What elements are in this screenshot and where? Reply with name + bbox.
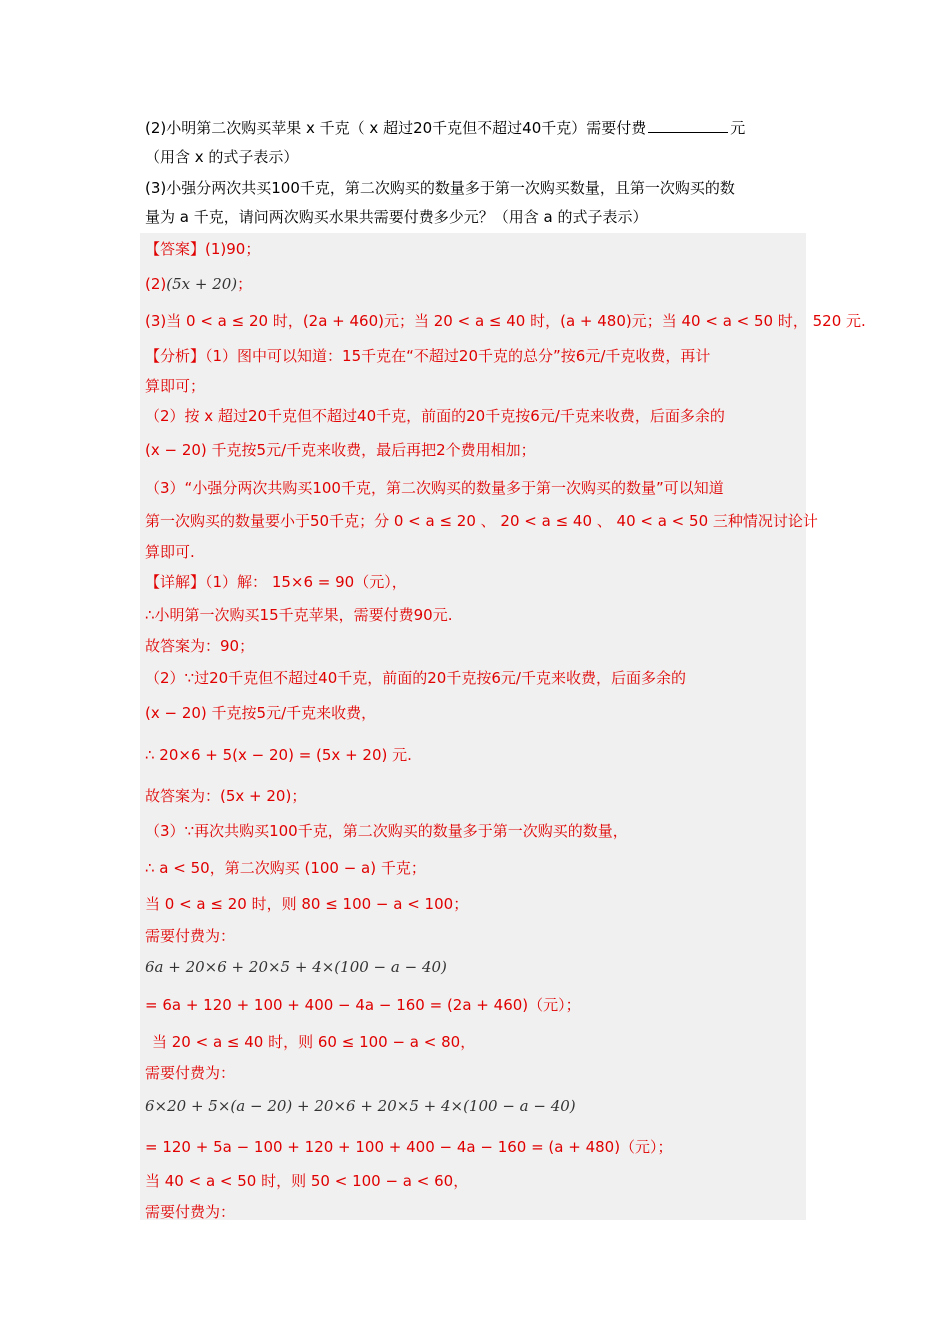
- detail-d2-line-3: ∴ 20×6 + 5(x − 20) = (5x + 20) 元.: [145, 746, 412, 764]
- detail-d2-line-1: （2）∵过20千克但不超过40千克，前面的20千克按6元/千克来收费，后面多余的: [145, 669, 686, 687]
- analysis-p3-line-1: （3）“小强分两次共购买100千克，第二次购买的数量多于第一次购买的数量”可以知道: [145, 479, 724, 497]
- detail-d3-line-9: 6×20 + 5×(a − 20) + 20×6 + 20×5 + 4×(100 − a − 40): [145, 1097, 576, 1115]
- answer-part-2-expr: (5x + 20): [166, 275, 238, 293]
- detail-d2-line-4: 故答案为：(5x + 20)；: [145, 787, 307, 805]
- answer-line-2: [145, 274, 252, 294]
- detail-line-1: [145, 572, 407, 592]
- question-3-line-1: (3)小强分两次共买100千克，第二次购买的数量多于第一次购买数量，且第一次购买的数: [145, 179, 735, 197]
- analysis-line-1: [145, 346, 710, 366]
- answer-line-1: [145, 239, 260, 259]
- detail-d3-line-7: 当 20 < a ≤ 40 时，则 60 ≤ 100 − a < 80，: [152, 1033, 476, 1051]
- analysis-p1-line-2: 算即可；: [145, 377, 206, 395]
- analysis-p3-line-2: 第一次购买的数量要小于50千克；分 0 < a ≤ 20 、 20 < a ≤ 40 、 40 < a < 50 三种情况讨论计: [145, 512, 818, 530]
- question-2-text: (2)小明第二次购买苹果 x 千克（ x 超过20千克但不超过40千克）需要付费: [145, 119, 647, 137]
- analysis-p3-line-3: 算即可.: [145, 543, 195, 561]
- detail-d1-line-3: 故答案为：90；: [145, 637, 255, 655]
- analysis-label: 【分析】: [145, 347, 206, 365]
- detail-d3-line-11: 当 40 < a < 50 时，则 50 < 100 − a < 60，: [145, 1172, 469, 1190]
- detail-d3-line-6: = 6a + 120 + 100 + 400 − 4a − 160 = (2a + 460)（元）；: [145, 996, 581, 1014]
- detail-d2-line-2: (x − 20) 千克按5元/千克来收费，: [145, 704, 377, 722]
- answer-part-2-prefix: (2): [145, 275, 167, 293]
- detail-label: 【详解】: [145, 573, 206, 591]
- detail-d1-line-1: （1）解： 15×6 = 90（元），: [205, 573, 407, 591]
- question-3-line-2: 量为 a 千克，请问两次购买水果共需要付费多少元？（用含 a 的式子表示）: [145, 208, 648, 226]
- detail-d3-line-5: 6a + 20×6 + 20×5 + 4×(100 − a − 40): [145, 958, 447, 976]
- detail-d3-line-2: ∴ a < 50，第二次购买 (100 − a) 千克；: [145, 859, 426, 877]
- answer-label: 【答案】: [145, 240, 206, 258]
- detail-d3-line-3: 当 0 < a ≤ 20 时，则 80 ≤ 100 − a < 100；: [145, 895, 469, 913]
- question-2-unit: 元: [730, 119, 746, 137]
- analysis-p2-line-2: (x − 20) 千克按5元/千克来收费，最后再把2个费用相加；: [145, 441, 536, 459]
- detail-d3-line-1: （3）∵再次共购买100千克，第二次购买的数量多于第一次购买的数量，: [145, 822, 628, 840]
- answer-part-3: (3)当 0 < a ≤ 20 时，(2a + 460)元；当 20 < a ≤ 40 时，(a + 480)元；当 40 < a < 50 时， 520 元.: [145, 312, 866, 330]
- question-2-line-1: [145, 118, 745, 138]
- detail-d3-line-10: = 120 + 5a − 100 + 120 + 100 + 400 − 4a − 160 = (a + 480)（元）；: [145, 1138, 673, 1156]
- answer-part-1: (1)90；: [205, 240, 261, 258]
- detail-d3-line-4: 需要付费为：: [145, 927, 236, 945]
- analysis-p2-line-1: （2）按 x 超过20千克但不超过40千克，前面的20千克按6元/千克来收费，后面多余的: [145, 407, 725, 425]
- answer-panel: [140, 233, 806, 1220]
- detail-d3-line-12: 需要付费为：: [145, 1203, 236, 1221]
- answer-blank: [648, 118, 728, 133]
- analysis-p1-line-1: （1）图中可以知道：15千克在“不超过20千克的总分”按6元/千克收费，再计: [205, 347, 711, 365]
- detail-d3-line-8: 需要付费为：: [145, 1064, 236, 1082]
- detail-d1-line-2: ∴小明第一次购买15千克苹果，需要付费90元.: [145, 606, 453, 624]
- answer-part-2-suffix: ；: [237, 275, 253, 293]
- question-2-line-2: （用含 x 的式子表示）: [145, 148, 299, 166]
